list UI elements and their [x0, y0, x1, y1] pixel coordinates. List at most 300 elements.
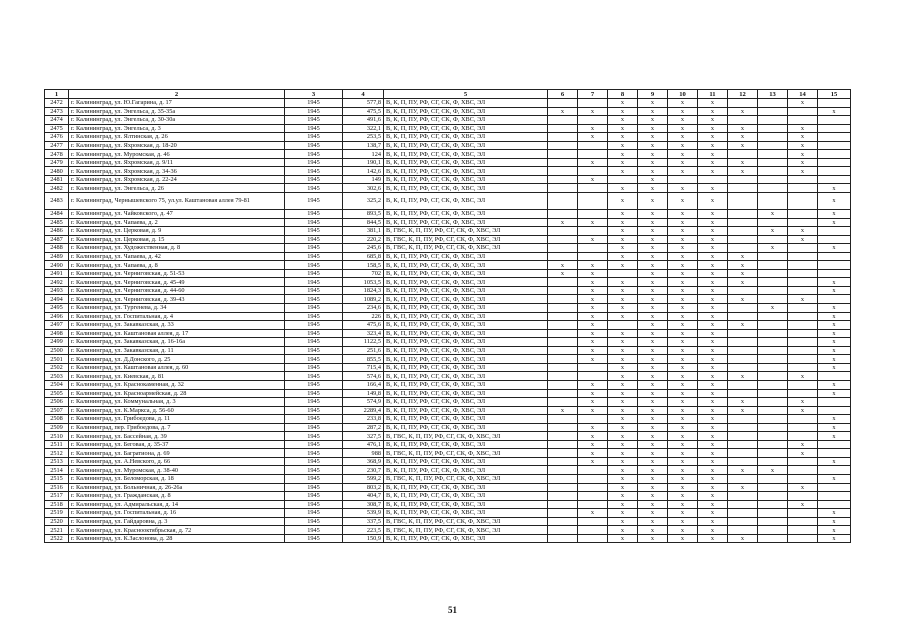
area-cell: 142,6	[343, 167, 384, 176]
mark-cell: x	[578, 380, 608, 389]
mark-cell: x	[608, 432, 638, 441]
mark-cell	[728, 440, 758, 449]
mark-cell: x	[638, 133, 668, 142]
mark-cell: x	[608, 457, 638, 466]
column-header: 12	[728, 90, 758, 99]
mark-cell: x	[638, 466, 668, 475]
mark-cell	[758, 116, 788, 125]
mark-cell: x	[668, 312, 698, 321]
mark-cell: x	[638, 346, 668, 355]
mark-cell	[788, 304, 818, 313]
mark-cell	[728, 235, 758, 244]
mark-cell: x	[728, 158, 758, 167]
area-cell: 149,8	[343, 389, 384, 398]
mark-cell	[788, 338, 818, 347]
year-cell: 1945	[285, 312, 343, 321]
row-number-cell: 2494	[45, 295, 69, 304]
table-row	[45, 406, 851, 415]
mark-cell	[818, 252, 851, 261]
column-header: 14	[788, 90, 818, 99]
mark-cell	[728, 304, 758, 313]
mark-cell	[788, 329, 818, 338]
mark-cell: x	[668, 526, 698, 535]
table-row	[45, 278, 851, 287]
table-row	[45, 107, 851, 116]
row-number-cell: 2483	[45, 193, 69, 210]
mark-cell	[578, 500, 608, 509]
mark-cell	[578, 372, 608, 381]
area-cell: 685,8	[343, 252, 384, 261]
table-row	[45, 432, 851, 441]
table-row	[45, 500, 851, 509]
mark-cell: x	[608, 329, 638, 338]
mark-cell	[608, 269, 638, 278]
mark-cell	[758, 124, 788, 133]
mark-cell	[548, 184, 578, 193]
mark-cell	[548, 278, 578, 287]
mark-cell	[818, 440, 851, 449]
mark-cell: x	[638, 483, 668, 492]
mark-cell: x	[638, 193, 668, 210]
mark-cell: x	[668, 534, 698, 543]
row-number-cell: 2512	[45, 449, 69, 458]
mark-cell	[728, 380, 758, 389]
area-cell: 327,5	[343, 432, 384, 441]
mark-cell	[758, 252, 788, 261]
mark-cell: x	[788, 483, 818, 492]
row-number-cell: 2511	[45, 440, 69, 449]
row-number-cell: 2478	[45, 150, 69, 159]
address-cell: г. Калининград, ул. Церковая, д. 15	[69, 235, 285, 244]
mark-cell: x	[608, 389, 638, 398]
mark-cell: x	[548, 269, 578, 278]
row-number-cell: 2492	[45, 278, 69, 287]
mark-cell: x	[608, 398, 638, 407]
area-cell: 233,8	[343, 415, 384, 424]
element-types-cell: В, К, П, ПУ, РФ, СГ, СК, Ф, ХВС, ЭЛ	[384, 338, 548, 347]
mark-cell	[728, 423, 758, 432]
mark-cell: x	[728, 141, 758, 150]
area-cell: 475,5	[343, 107, 384, 116]
mark-cell: x	[668, 355, 698, 364]
table-row	[45, 150, 851, 159]
mark-cell: x	[698, 449, 728, 458]
row-number-cell: 2502	[45, 363, 69, 372]
element-types-cell: В, К, П, ПУ, РФ, СГ, СК, Ф, ХВС, ЭЛ	[384, 124, 548, 133]
year-cell: 1945	[285, 116, 343, 125]
area-cell: 1053,5	[343, 278, 384, 287]
address-cell: г. Калининград, ул. Госпитальная, д. 4	[69, 312, 285, 321]
mark-cell	[548, 509, 578, 518]
mark-cell	[728, 193, 758, 210]
mark-cell: x	[698, 116, 728, 125]
mark-cell: x	[578, 406, 608, 415]
column-header: 15	[818, 90, 851, 99]
mark-cell: x	[608, 295, 638, 304]
mark-cell: x	[698, 150, 728, 159]
mark-cell	[758, 526, 788, 535]
mark-cell: x	[638, 338, 668, 347]
mark-cell	[818, 124, 851, 133]
table-row	[45, 124, 851, 133]
mark-cell	[758, 235, 788, 244]
mark-cell: x	[668, 124, 698, 133]
mark-cell: x	[698, 193, 728, 210]
mark-cell: x	[608, 286, 638, 295]
mark-cell	[578, 210, 608, 219]
mark-cell	[548, 150, 578, 159]
mark-cell: x	[638, 99, 668, 108]
mark-cell: x	[698, 389, 728, 398]
row-number-cell: 2521	[45, 526, 69, 535]
mark-cell: x	[608, 227, 638, 236]
mark-cell	[788, 175, 818, 184]
mark-cell: x	[578, 133, 608, 142]
mark-cell: x	[788, 440, 818, 449]
year-cell: 1945	[285, 406, 343, 415]
table-row	[45, 380, 851, 389]
mark-cell: x	[548, 218, 578, 227]
mark-cell: x	[788, 227, 818, 236]
mark-cell	[758, 432, 788, 441]
mark-cell: x	[578, 235, 608, 244]
mark-cell	[758, 423, 788, 432]
table-row	[45, 167, 851, 176]
column-header: 1	[45, 90, 69, 99]
mark-cell	[578, 252, 608, 261]
mark-cell	[788, 466, 818, 475]
mark-cell	[758, 99, 788, 108]
address-cell: г. Калининград, ул. Гайдаровна, д. 3	[69, 517, 285, 526]
table-row	[45, 415, 851, 424]
mark-cell: x	[818, 380, 851, 389]
mark-cell	[548, 363, 578, 372]
address-cell: г. Калининград, ул. Больничная, д. 26-26а	[69, 483, 285, 492]
mark-cell	[578, 99, 608, 108]
mark-cell	[728, 184, 758, 193]
year-cell: 1945	[285, 184, 343, 193]
mark-cell	[818, 141, 851, 150]
row-number-cell: 2504	[45, 380, 69, 389]
mark-cell: x	[818, 415, 851, 424]
row-number-cell: 2508	[45, 415, 69, 424]
area-cell: 158,5	[343, 261, 384, 270]
element-types-cell: В, К, П, ПУ, РФ, СГ, СК, Ф, ХВС, ЭЛ	[384, 389, 548, 398]
mark-cell	[758, 338, 788, 347]
mark-cell: x	[668, 509, 698, 518]
mark-cell	[578, 415, 608, 424]
mark-cell	[818, 167, 851, 176]
mark-cell	[788, 261, 818, 270]
element-types-cell: В, К, П, ПУ, РФ, СГ, СК, Ф, ХВС, ЭЛ	[384, 457, 548, 466]
mark-cell: x	[578, 304, 608, 313]
mark-cell: x	[728, 124, 758, 133]
area-cell: 323,4	[343, 329, 384, 338]
address-cell: г. Калининград, ул. Закавказская, д. 16-16а	[69, 338, 285, 347]
area-cell: 715,4	[343, 363, 384, 372]
address-cell: г. Калининград, ул. Адмиральская, д. 14	[69, 500, 285, 509]
mark-cell: x	[668, 492, 698, 501]
mark-cell	[668, 175, 698, 184]
row-number-cell: 2476	[45, 133, 69, 142]
mark-cell: x	[698, 517, 728, 526]
year-cell: 1945	[285, 457, 343, 466]
mark-cell: x	[818, 107, 851, 116]
mark-cell: x	[638, 372, 668, 381]
mark-cell	[608, 175, 638, 184]
mark-cell: x	[728, 261, 758, 270]
mark-cell	[788, 363, 818, 372]
mark-cell: x	[638, 449, 668, 458]
table-row	[45, 423, 851, 432]
mark-cell: x	[698, 492, 728, 501]
mark-cell: x	[608, 141, 638, 150]
mark-cell	[548, 500, 578, 509]
mark-cell: x	[608, 193, 638, 210]
mark-cell: x	[668, 474, 698, 483]
mark-cell	[548, 415, 578, 424]
mark-cell: x	[608, 346, 638, 355]
row-number-cell: 2488	[45, 244, 69, 253]
mark-cell: x	[818, 517, 851, 526]
table-row	[45, 338, 851, 347]
area-cell: 893,5	[343, 210, 384, 219]
mark-cell	[578, 526, 608, 535]
row-number-cell: 2510	[45, 432, 69, 441]
mark-cell	[548, 389, 578, 398]
mark-cell: x	[818, 346, 851, 355]
mark-cell: x	[698, 184, 728, 193]
mark-cell	[728, 244, 758, 253]
year-cell: 1945	[285, 286, 343, 295]
element-types-cell: В, К, П, ПУ, РФ, СГ, СК, Ф, ХВС, ЭЛ	[384, 363, 548, 372]
mark-cell: x	[608, 116, 638, 125]
mark-cell: x	[728, 321, 758, 330]
mark-cell: x	[638, 124, 668, 133]
mark-cell: x	[788, 449, 818, 458]
mark-cell	[728, 457, 758, 466]
mark-cell: x	[668, 457, 698, 466]
mark-cell: x	[818, 218, 851, 227]
mark-cell	[548, 235, 578, 244]
area-cell: 253,5	[343, 133, 384, 142]
mark-cell	[548, 193, 578, 210]
mark-cell	[818, 492, 851, 501]
row-number-cell: 2518	[45, 500, 69, 509]
mark-cell: x	[608, 235, 638, 244]
row-number-cell: 2474	[45, 116, 69, 125]
mark-cell: x	[758, 466, 788, 475]
mark-cell: x	[698, 534, 728, 543]
year-cell: 1945	[285, 107, 343, 116]
address-cell: г. Калининград, ул. Тургенева, д. 34	[69, 304, 285, 313]
mark-cell	[578, 244, 608, 253]
address-cell: г. Калининград, ул. Яхромская, д. 18-20	[69, 141, 285, 150]
mark-cell: x	[608, 449, 638, 458]
mark-cell: x	[698, 124, 728, 133]
mark-cell: x	[608, 363, 638, 372]
mark-cell: x	[698, 141, 728, 150]
mark-cell	[758, 133, 788, 142]
mark-cell: x	[788, 141, 818, 150]
mark-cell: x	[638, 244, 668, 253]
table-row	[45, 440, 851, 449]
mark-cell	[548, 321, 578, 330]
mark-cell: x	[668, 261, 698, 270]
address-cell: г. Калининград, ул. Красноармейская, д. 28	[69, 389, 285, 398]
table-row	[45, 133, 851, 142]
mark-cell: x	[818, 474, 851, 483]
mark-cell: x	[788, 372, 818, 381]
mark-cell	[728, 432, 758, 441]
year-cell: 1945	[285, 483, 343, 492]
table-row	[45, 372, 851, 381]
mark-cell: x	[668, 107, 698, 116]
mark-cell	[548, 329, 578, 338]
mark-cell: x	[608, 526, 638, 535]
mark-cell	[758, 372, 788, 381]
mark-cell	[548, 346, 578, 355]
mark-cell: x	[638, 406, 668, 415]
mark-cell: x	[698, 99, 728, 108]
address-cell: г. Калининград, ул. Закавказская, д. 11	[69, 346, 285, 355]
mark-cell	[728, 150, 758, 159]
row-number-cell: 2498	[45, 329, 69, 338]
address-cell: г. Калининград, ул. А.Невского, д. 66	[69, 457, 285, 466]
mark-cell: x	[578, 338, 608, 347]
element-types-cell: В, К, П, ПУ, РФ, СГ, СК, Ф, ХВС, ЭЛ	[384, 312, 548, 321]
year-cell: 1945	[285, 389, 343, 398]
element-types-cell: В, К, П, ПУ, РФ, СГ, СК, Ф, ХВС, ЭЛ	[384, 252, 548, 261]
area-cell: 803,2	[343, 483, 384, 492]
mark-cell: x	[578, 269, 608, 278]
mark-cell	[788, 116, 818, 125]
row-number-cell: 2500	[45, 346, 69, 355]
element-types-cell: В, К, П, ПУ, РФ, СГ, СК, Ф, ХВС, ЭЛ	[384, 193, 548, 210]
page-number: 51	[448, 605, 457, 615]
year-cell: 1945	[285, 423, 343, 432]
mark-cell	[758, 286, 788, 295]
mark-cell	[548, 175, 578, 184]
mark-cell: x	[668, 167, 698, 176]
mark-cell: x	[758, 210, 788, 219]
element-types-cell: В, К, П, ПУ, РФ, СГ, СК, Ф, ХВС, ЭЛ	[384, 415, 548, 424]
element-types-cell: В, ГВС, К, П, ПУ, РФ, СГ, СК, Ф, ХВС, ЭЛ	[384, 227, 548, 236]
address-cell: г. Калининград, ул. Чапаева, д. 2	[69, 218, 285, 227]
address-cell: г. Калининград, ул. Киевская, д. 81	[69, 372, 285, 381]
mark-cell: x	[818, 389, 851, 398]
area-cell: 988	[343, 449, 384, 458]
element-types-cell: В, К, П, ПУ, РФ, СГ, СК, Ф, ХВС, ЭЛ	[384, 133, 548, 142]
mark-cell	[728, 227, 758, 236]
mark-cell	[788, 509, 818, 518]
area-cell: 245,6	[343, 244, 384, 253]
mark-cell	[728, 355, 758, 364]
mark-cell	[758, 406, 788, 415]
mark-cell	[758, 483, 788, 492]
mark-cell	[548, 440, 578, 449]
mark-cell: x	[638, 269, 668, 278]
mark-cell: x	[818, 286, 851, 295]
mark-cell	[758, 150, 788, 159]
element-types-cell: В, ГВС, К, П, ПУ, РФ, СГ, СК, Ф, ХВС, ЭЛ	[384, 235, 548, 244]
mark-cell	[578, 116, 608, 125]
mark-cell: x	[788, 99, 818, 108]
year-cell: 1945	[285, 133, 343, 142]
mark-cell	[548, 227, 578, 236]
mark-cell: x	[608, 380, 638, 389]
mark-cell	[728, 312, 758, 321]
element-types-cell: В, ГВС, К, П, ПУ, РФ, СГ, СК, Ф, ХВС, ЭЛ	[384, 474, 548, 483]
mark-cell	[548, 449, 578, 458]
table-row	[45, 99, 851, 108]
mark-cell	[728, 329, 758, 338]
address-cell: г. Калининград, ул. Яхромская, д. 9/11	[69, 158, 285, 167]
area-cell: 381,1	[343, 227, 384, 236]
mark-cell	[788, 355, 818, 364]
table-row	[45, 363, 851, 372]
mark-cell	[788, 346, 818, 355]
row-number-cell: 2490	[45, 261, 69, 270]
row-number-cell: 2519	[45, 509, 69, 518]
mark-cell: x	[728, 252, 758, 261]
mark-cell: x	[668, 295, 698, 304]
mark-cell: x	[608, 99, 638, 108]
table-row	[45, 346, 851, 355]
mark-cell: x	[638, 235, 668, 244]
mark-cell: x	[728, 107, 758, 116]
mark-cell: x	[788, 124, 818, 133]
mark-cell	[578, 466, 608, 475]
table-row	[45, 235, 851, 244]
mark-cell: x	[638, 509, 668, 518]
table-row	[45, 193, 851, 210]
table-row	[45, 116, 851, 125]
mark-cell: x	[668, 158, 698, 167]
mark-cell: x	[698, 509, 728, 518]
mark-cell: x	[698, 312, 728, 321]
row-number-cell: 2495	[45, 304, 69, 313]
mark-cell: x	[638, 286, 668, 295]
mark-cell: x	[608, 500, 638, 509]
year-cell: 1945	[285, 227, 343, 236]
mark-cell	[548, 466, 578, 475]
mark-cell	[728, 449, 758, 458]
row-number-cell: 2514	[45, 466, 69, 475]
mark-cell	[698, 175, 728, 184]
table-row	[45, 295, 851, 304]
mark-cell	[758, 509, 788, 518]
table-row	[45, 534, 851, 543]
mark-cell: x	[728, 372, 758, 381]
mark-cell: x	[578, 321, 608, 330]
mark-cell: x	[638, 440, 668, 449]
element-types-cell: В, К, П, ПУ, РФ, СГ, СК, Ф, ХВС, ЭЛ	[384, 380, 548, 389]
mark-cell	[788, 474, 818, 483]
address-cell: г. Калининград, ул. Яхромская, д. 22-24	[69, 175, 285, 184]
mark-cell: x	[668, 483, 698, 492]
row-number-cell: 2505	[45, 389, 69, 398]
mark-cell: x	[668, 141, 698, 150]
mark-cell	[758, 415, 788, 424]
year-cell: 1945	[285, 346, 343, 355]
mark-cell: x	[698, 261, 728, 270]
year-cell: 1945	[285, 355, 343, 364]
table-row	[45, 474, 851, 483]
mark-cell	[758, 474, 788, 483]
address-cell: г. Калининград, ул. Беломорская, д. 18	[69, 474, 285, 483]
column-header: 11	[698, 90, 728, 99]
